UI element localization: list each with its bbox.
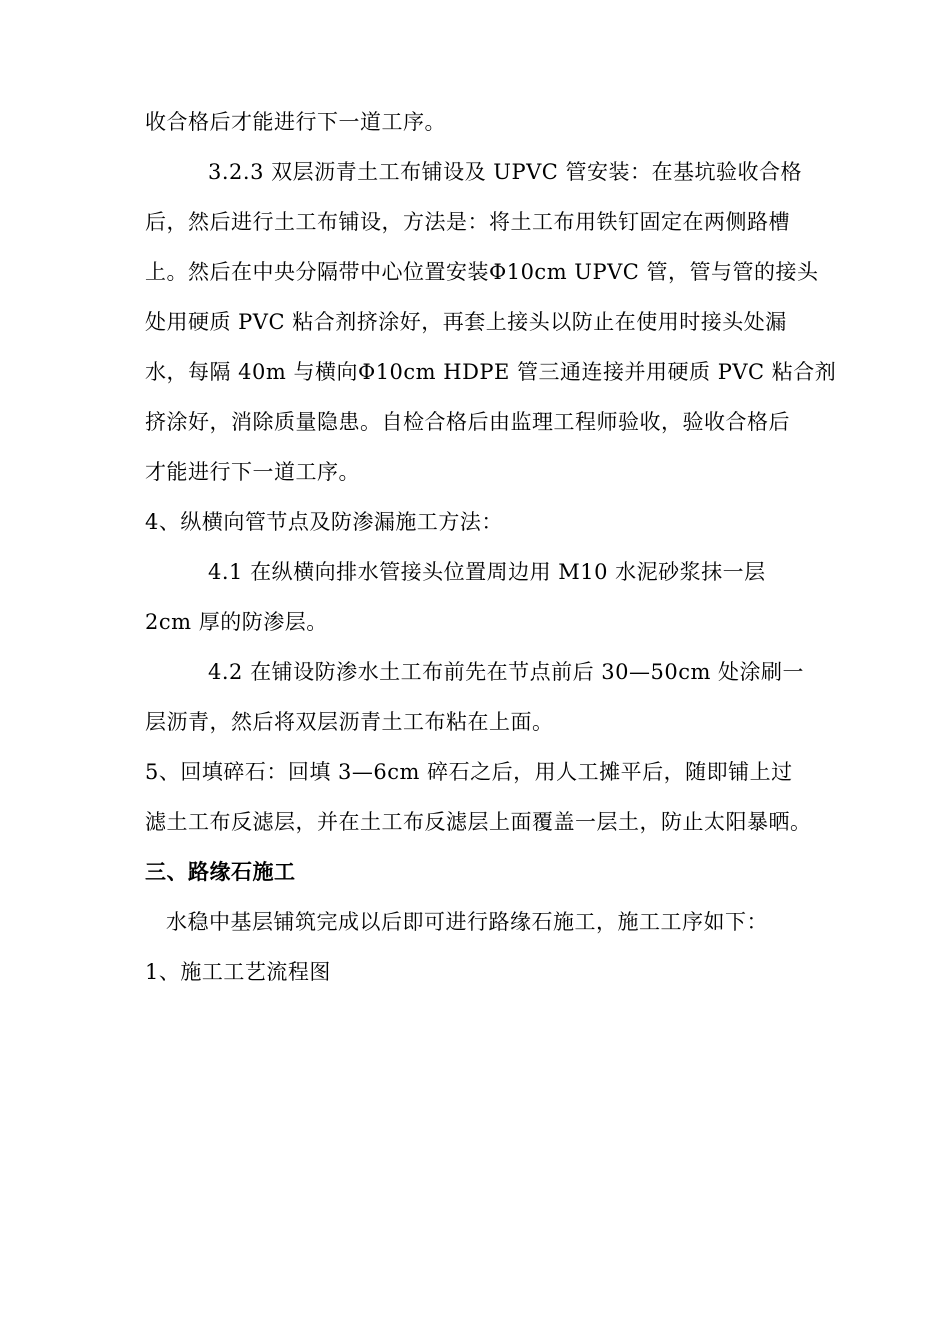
- paragraph-line: 收合格后才能进行下一道工序。: [145, 110, 446, 134]
- paragraph-line: 水，每隔 40m 与横向Φ10cm HDPE 管三通连接并用硬质 PVC 粘合剂: [145, 360, 837, 384]
- paragraph-line: 4.2 在铺设防渗水土工布前先在节点前后 30—50cm 处涂刷一: [208, 660, 805, 684]
- section-heading: 1、施工工艺流程图: [145, 960, 331, 984]
- paragraph-line: 后，然后进行土工布铺设，方法是：将土工布用铁钉固定在两侧路槽: [145, 210, 790, 234]
- paragraph-line: 5、回填碎石：回填 3—6cm 碎石之后，用人工摊平后，随即铺上过: [145, 760, 793, 784]
- paragraph-line: 才能进行下一道工序。: [145, 460, 360, 484]
- paragraph-line: 3.2.3 双层沥青土工布铺设及 UPVC 管安装：在基坑验收合格: [208, 160, 803, 184]
- paragraph-line: 滤土工布反滤层，并在土工布反滤层上面覆盖一层土，防止太阳暴晒。: [145, 810, 812, 834]
- paragraph-line: 水稳中基层铺筑完成以后即可进行路缘石施工，施工工序如下：: [166, 910, 768, 934]
- paragraph-line: 挤涂好，消除质量隐患。自检合格后由监理工程师验收，验收合格后: [145, 410, 790, 434]
- paragraph-line: 上。然后在中央分隔带中心位置安装Φ10cm UPVC 管，管与管的接头: [145, 260, 819, 284]
- paragraph-line: 处用硬质 PVC 粘合剂挤涂好，再套上接头以防止在使用时接头处漏: [145, 310, 787, 334]
- paragraph-line: 层沥青，然后将双层沥青土工布粘在上面。: [145, 710, 554, 734]
- section-heading: 4、纵横向管节点及防渗漏施工方法：: [145, 510, 503, 534]
- paragraph-line: 4.1 在纵横向排水管接头位置周边用 M10 水泥砂浆抹一层: [208, 560, 766, 584]
- paragraph-line: 2cm 厚的防渗层。: [145, 610, 328, 634]
- chapter-heading: 三、路缘石施工: [145, 860, 296, 884]
